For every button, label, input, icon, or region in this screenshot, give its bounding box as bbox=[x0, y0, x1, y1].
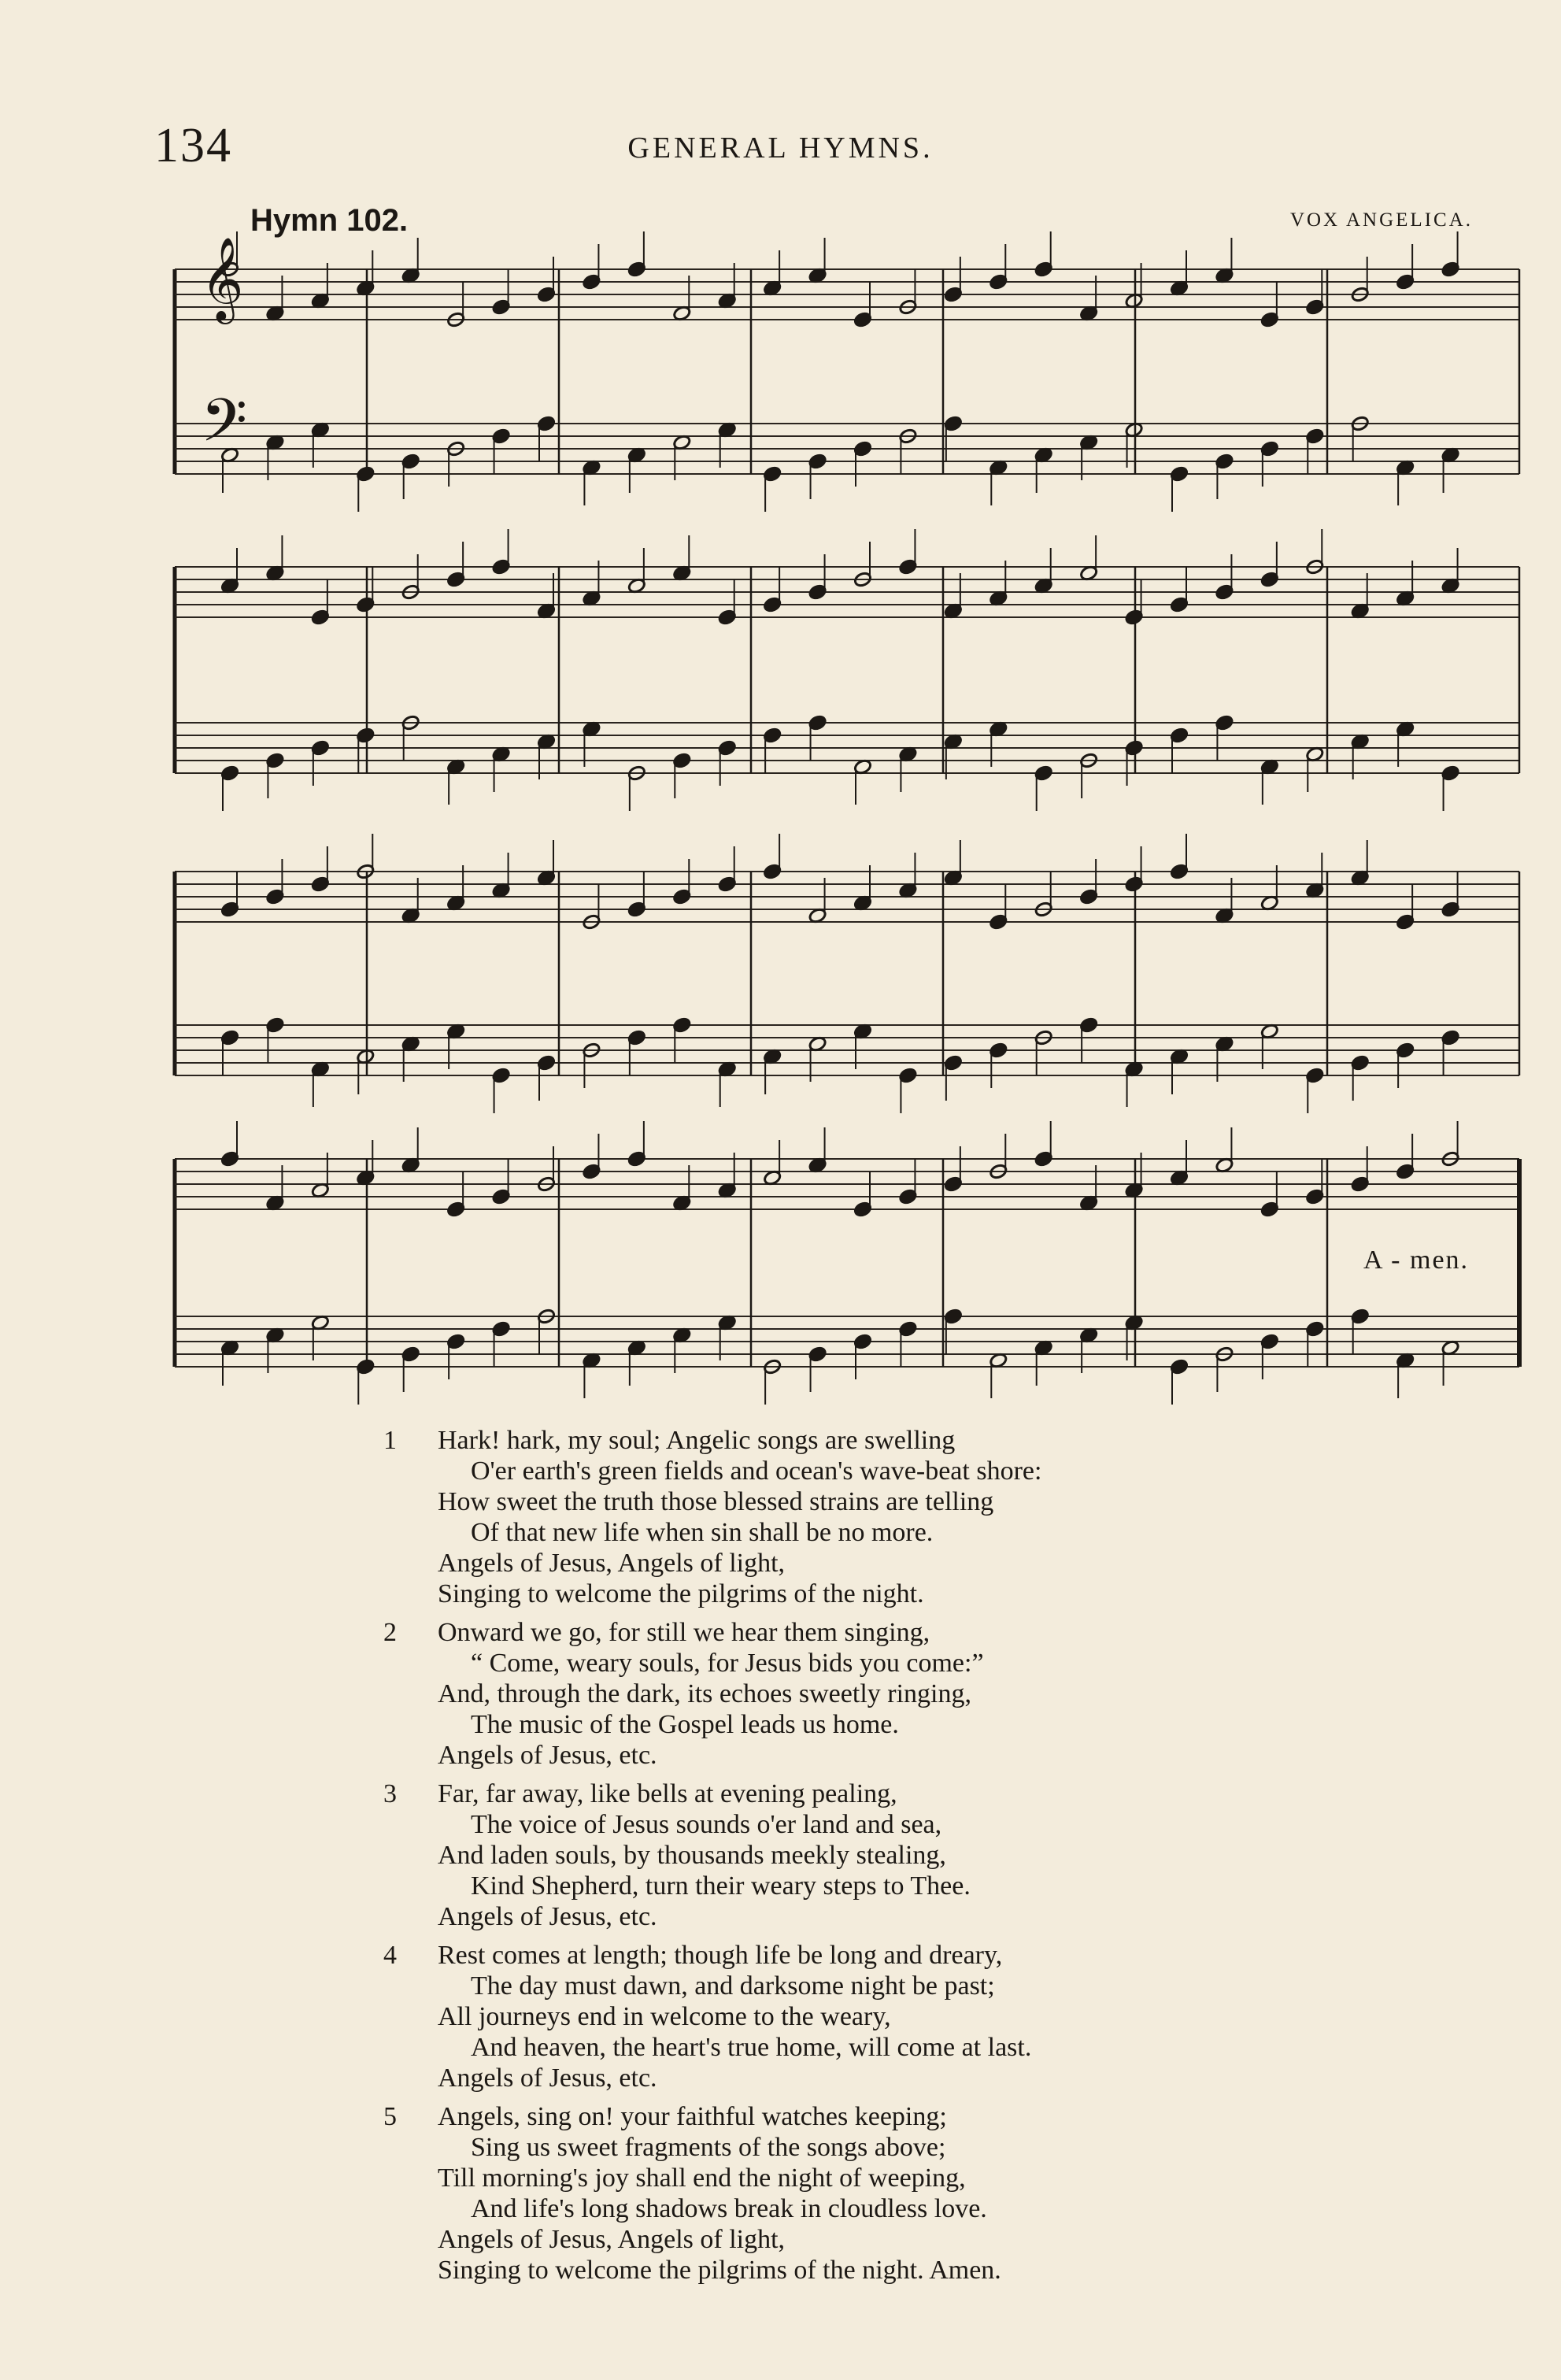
verse-line: Angels, sing on! your faithful watches keeping; bbox=[438, 2102, 947, 2131]
staff-systems bbox=[175, 231, 1519, 1405]
verse-line: And heaven, the heart's true home, will come at last. bbox=[471, 2033, 1032, 2062]
hymn-number: Hymn 102. bbox=[250, 203, 409, 238]
hymn-text bbox=[384, 1425, 1407, 2293]
verse bbox=[384, 1425, 1407, 1609]
verse-number: 3 bbox=[383, 1779, 397, 1808]
verse-line: All journeys end in welcome to the weary, bbox=[438, 2002, 891, 2031]
verse-line: Onward we go, for still we hear them singing, bbox=[438, 1618, 930, 1647]
verse-line: The day must dawn, and darksome night be past; bbox=[471, 1971, 995, 2001]
tune-name: VOX ANGELICA. bbox=[1289, 209, 1473, 231]
verse-line: And, through the dark, its echoes sweetly ringing, bbox=[438, 1679, 971, 1708]
verse-line: Rest comes at length; though life be long and dreary, bbox=[438, 1941, 1003, 1970]
verse-line: How sweet the truth those blessed strains are telling bbox=[438, 1487, 994, 1516]
verse-line: Far, far away, like bells at evening pealing, bbox=[438, 1779, 897, 1808]
verse-number: 5 bbox=[383, 2102, 397, 2131]
clef-symbol: 𝄞 bbox=[201, 236, 244, 320]
verse-line: O'er earth's green fields and ocean's wave-beat shore: bbox=[471, 1457, 1042, 1486]
verse-line: Angels of Jesus, Angels of light, bbox=[438, 1549, 786, 1578]
verse bbox=[384, 2101, 1407, 2286]
verse-line: Angels of Jesus, etc. bbox=[438, 1902, 657, 1931]
verse-line: The music of the Gospel leads us home. bbox=[471, 1710, 899, 1739]
verse-line: And laden souls, by thousands meekly stealing, bbox=[438, 1841, 946, 1870]
verse bbox=[384, 1779, 1407, 1932]
verse-line: Hark! hark, my soul; Angelic songs are swelling bbox=[438, 1426, 956, 1455]
verse-line: Singing to welcome the pilgrims of the night. bbox=[438, 1579, 924, 1608]
verse-line: “ Come, weary souls, for Jesus bids you come:” bbox=[471, 1649, 984, 1678]
verse-line: Of that new life when sin shall be no more. bbox=[471, 1518, 934, 1547]
verse-line: The voice of Jesus sounds o'er land and sea, bbox=[471, 1810, 942, 1839]
verse-number: 4 bbox=[383, 1941, 397, 1970]
amen-lyric: A - men. bbox=[1363, 1246, 1470, 1275]
verse-line: Sing us sweet fragments of the songs above; bbox=[471, 2133, 946, 2162]
verse-number: 2 bbox=[383, 1618, 397, 1647]
verse-line: Angels of Jesus, etc. bbox=[438, 1741, 657, 1770]
verse-line: And life's long shadows break in cloudless love. bbox=[471, 2194, 987, 2223]
running-head: GENERAL HYMNS. bbox=[627, 131, 934, 165]
verse-line: Till morning's joy shall end the night of weeping, bbox=[438, 2163, 966, 2193]
verse bbox=[384, 1617, 1407, 1771]
verse bbox=[384, 1940, 1407, 2093]
verse-line: Kind Shepherd, turn their weary steps to Thee. bbox=[471, 1871, 971, 1901]
verse-number: 1 bbox=[383, 1426, 397, 1455]
verse-line: Angels of Jesus, etc. bbox=[438, 2064, 657, 2093]
clef-symbol: 𝄢 bbox=[201, 386, 248, 470]
page-number: 134 bbox=[154, 119, 232, 172]
verse-line: Angels of Jesus, Angels of light, bbox=[438, 2225, 786, 2254]
verse-line: Singing to welcome the pilgrims of the night. Amen. bbox=[438, 2256, 1001, 2285]
